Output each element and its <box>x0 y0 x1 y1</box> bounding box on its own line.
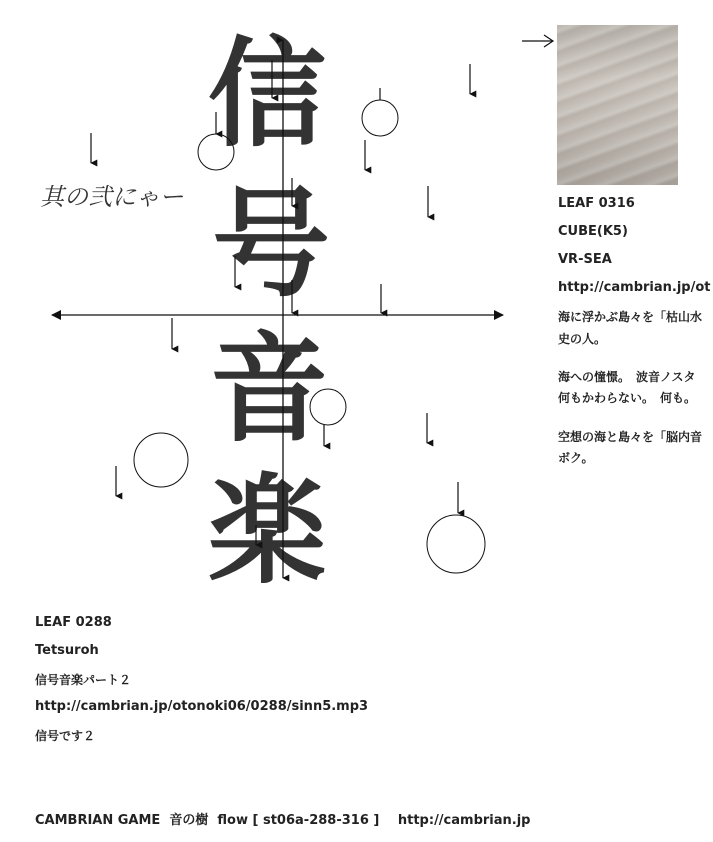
side-piece-name: VR-SEA <box>558 252 612 267</box>
footer-credit <box>35 809 530 828</box>
calligraphy-subtitle: 其の弐にゃー <box>40 183 184 211</box>
footer-site-link[interactable]: http://cambrian.jp <box>397 813 531 828</box>
side-desc-line: 海への憧憬。 波音ノスタ <box>558 370 696 384</box>
main-description: 信号です２ <box>35 729 96 743</box>
calligraphy-char-4: 楽 <box>208 461 327 600</box>
calligraphy-char-3: 音 <box>210 319 329 458</box>
side-desc-line: 何もかわらない。 何も。 <box>558 391 697 405</box>
side-leaf-id: LEAF 0316 <box>558 196 635 211</box>
calligraphy-char-1: 信 <box>208 24 327 163</box>
side-desc-line: 海に浮かぶ島々を「枯山水 <box>558 310 703 324</box>
calligraphy-char-2: 号 <box>212 174 331 313</box>
main-mp3-link[interactable]: http://cambrian.jp/otonoki06/0288/sinn5.mp3 <box>35 699 369 714</box>
side-desc-line: 空想の海と島々を「脳内音 <box>558 430 703 444</box>
side-url-link[interactable]: http://cambrian.jp/ot <box>558 280 711 295</box>
main-title: 信号音楽パート２ <box>35 673 132 687</box>
side-cube-id: CUBE(K5) <box>558 224 628 239</box>
circle-shape <box>427 515 485 573</box>
right-arrow-icon <box>520 30 556 52</box>
sea-sand-photo[interactable] <box>557 25 678 185</box>
main-author: Tetsuroh <box>35 643 99 658</box>
circle-shape <box>362 100 398 136</box>
footer-text: CAMBRIAN GAME 音の樹 flow [ st06a-288-316 ] <box>35 813 380 828</box>
main-leaf-id: LEAF 0288 <box>35 615 112 630</box>
side-desc-line: ボク。 <box>558 451 594 465</box>
circle-shape <box>134 433 188 487</box>
side-desc-line: 史の人。 <box>558 332 607 346</box>
